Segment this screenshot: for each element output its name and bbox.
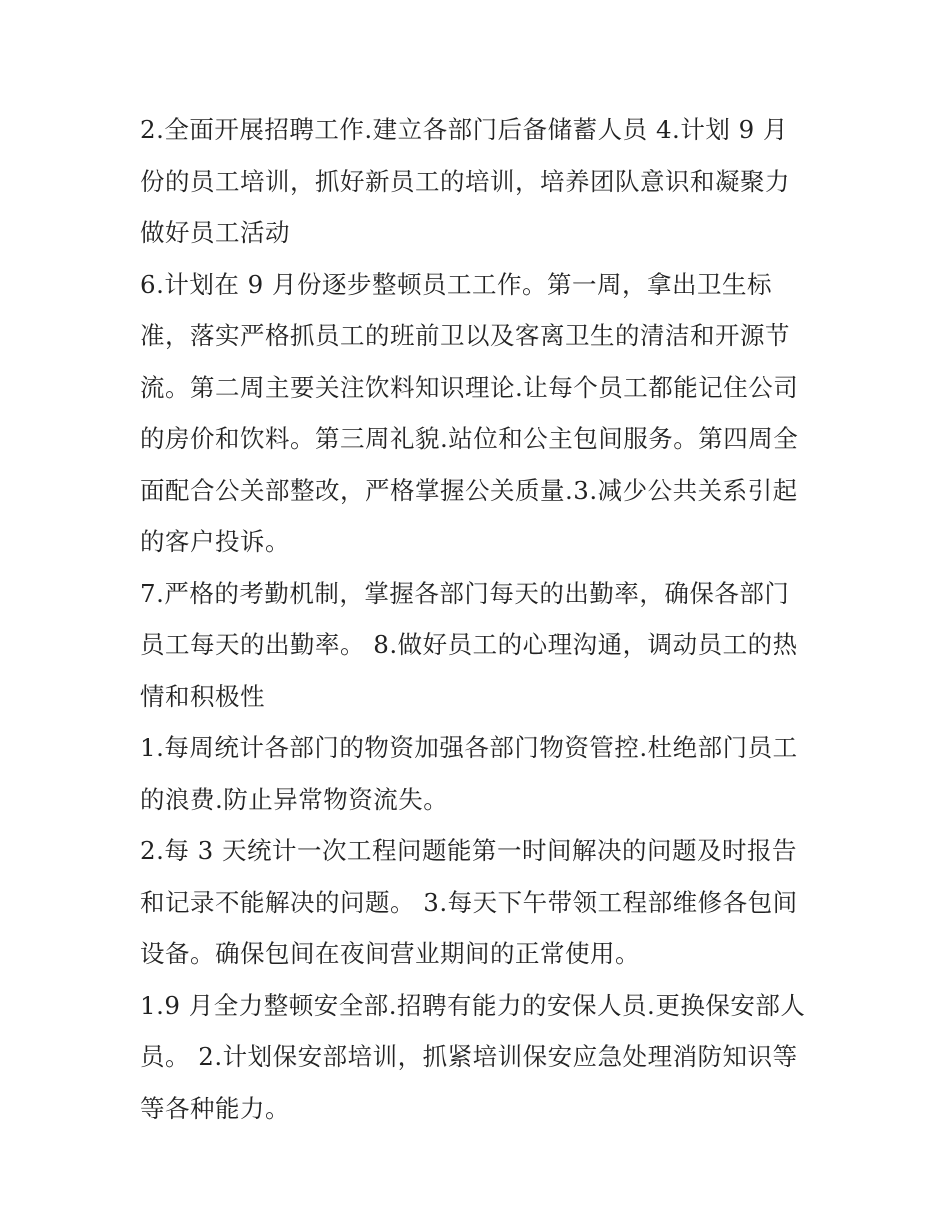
- paragraph-security-department: 1.9 月全力整顿安全部.招聘有能力的安保人员.更换保安部人员。 2.计划保安部培训，抓紧培训保安应急处理消防知识等等各种能力。: [140, 990, 806, 1123]
- paragraph-material-control: 1.每周统计各部门的物资加强各部门物资管控.杜绝部门员工的浪费.防止异常物资流失。: [140, 733, 798, 814]
- paragraph-weekly-rectification-plan: 6.计划在 9 月份逐步整顿员工工作。第一周，拿出卫生标准，落实严格抓员工的班前卫以及客离卫生的清洁和开源节流。第二周主要关注饮料知识理论.让每个员工都能记住公司的房价和饮料。第三周礼貌.站位和公主包间服务。第四周全面配合公关部整改，严格掌握公关质量.3.减少公共关系引起的客户投诉。: [140, 269, 799, 556]
- paragraph-engineering-maintenance: 2.每 3 天统计一次工程问题能第一时间解决的问题及时报告和记录不能解决的问题。 3.每天下午带领工程部维修各包间设备。确保包间在夜间营业期间的正常使用。: [140, 836, 798, 968]
- paragraph-attendance-communication: 7.严格的考勤机制，掌握各部门每天的出勤率，确保各部门员工每天的出勤率。 8.做好员工的心理沟通，调动员工的热情和积极性: [140, 578, 798, 711]
- paragraph-recruitment-training: 2.全面开展招聘工作.建立各部门后备储蓄人员 4.计划 9 月份的员工培训，抓好新员工的培训，培养团队意识和凝聚力做好员工活动: [140, 115, 790, 247]
- document-body: [140, 104, 812, 1134]
